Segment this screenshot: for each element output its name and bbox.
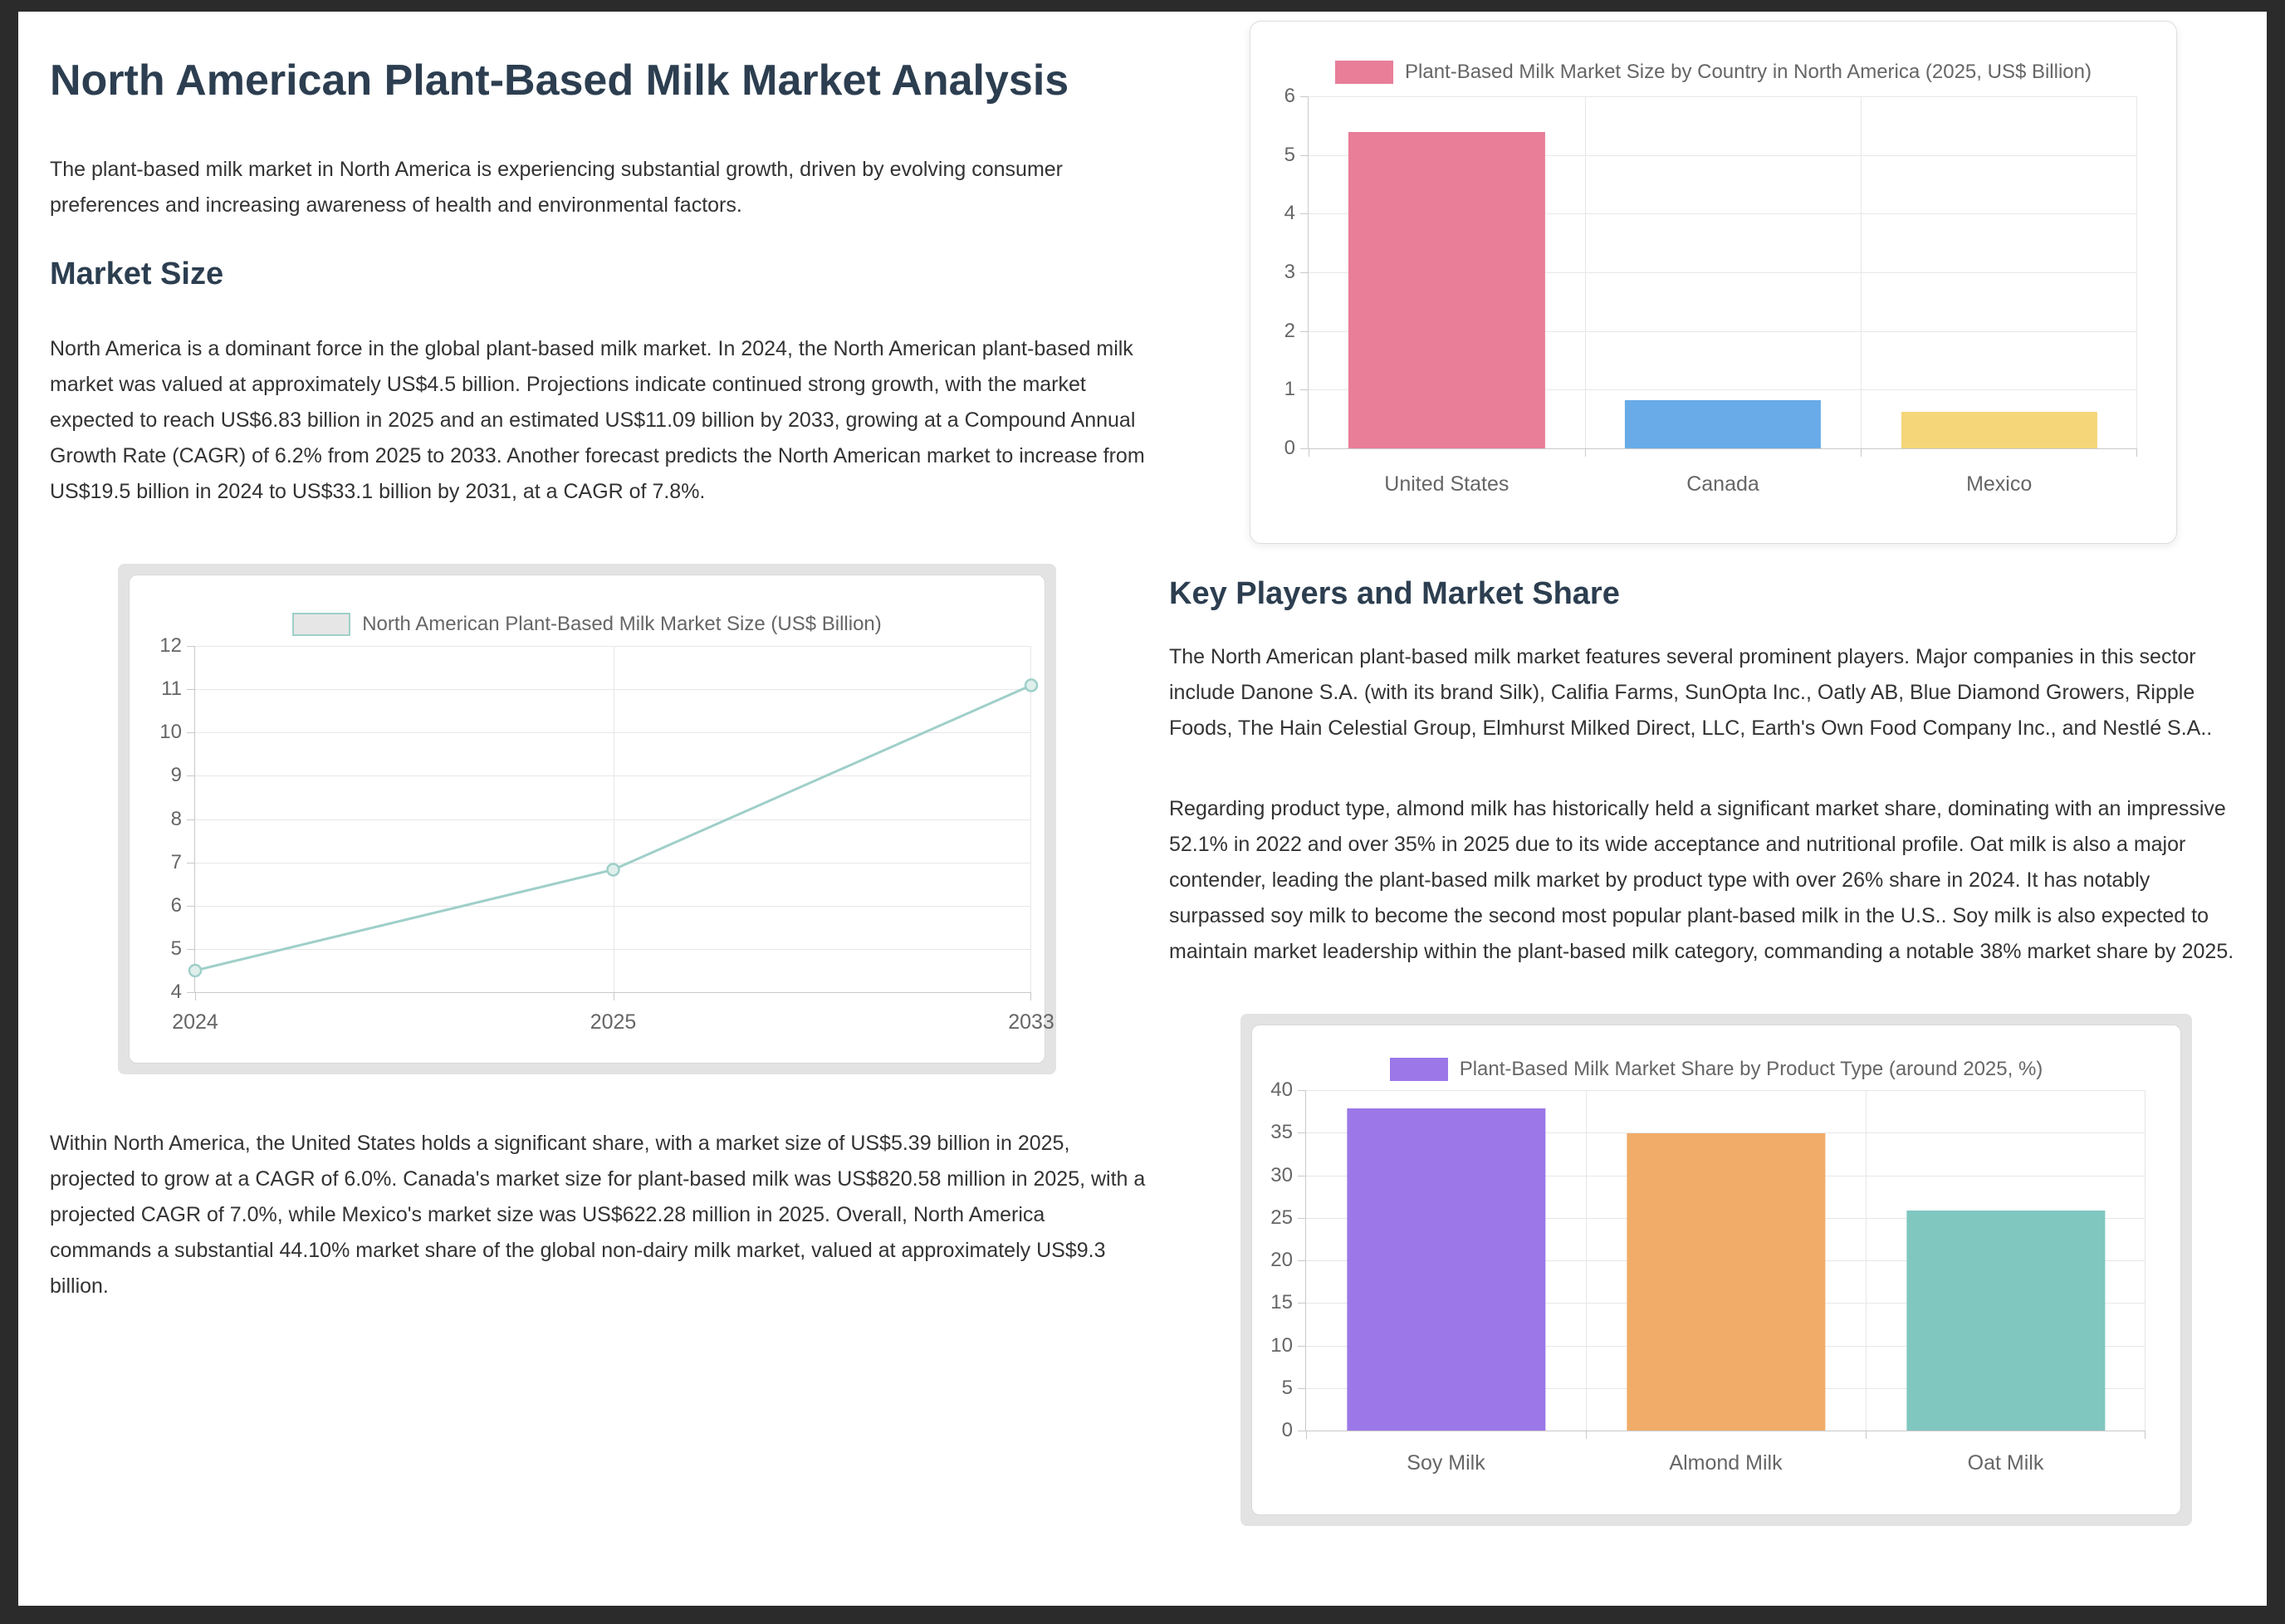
y-tick-label: 0 (1284, 437, 1295, 459)
right-column (1169, 12, 2236, 1526)
y-tick-mark (1298, 1346, 1305, 1347)
x-tick-mark (1586, 1431, 1587, 1439)
y-tick-mark (1298, 1090, 1305, 1091)
data-point-2033 (1025, 679, 1037, 691)
x-gridline (2145, 1090, 2146, 1431)
country-bar-chart (1250, 21, 2177, 544)
x-gridline (1866, 1090, 1867, 1431)
page-title: North American Plant-Based Milk Market Analysis (50, 56, 1069, 105)
y-tick-label: 4 (170, 981, 182, 1003)
bar-united-states (1348, 132, 1544, 448)
x-axis-label-mexico: Mexico (1966, 472, 2033, 496)
data-point-2024 (189, 965, 201, 976)
y-tick-label: 6 (170, 893, 182, 917)
y-tick-mark (1300, 331, 1308, 332)
y-tick-label: 30 (1270, 1163, 1293, 1186)
y-tick-label: 2 (1284, 319, 1295, 342)
y-tick-label: 3 (1284, 261, 1295, 283)
x-gridline (1585, 96, 1586, 448)
intro-paragraph: The plant-based milk market in North America is experiencing substantial growth, driven by evolving consumer preferences and increasing awareness of health and environmental factors. (50, 158, 1064, 217)
legend-swatch (1335, 61, 1393, 84)
y-tick-label: 11 (161, 677, 182, 701)
y-tick-label: 10 (1270, 1333, 1293, 1357)
y-gridline (1309, 96, 2137, 97)
y-tick-label: 1 (1284, 378, 1295, 401)
legend-title: Plant-Based Milk Market Size by Country in North America (2025, US$ Billion) (1405, 61, 2092, 83)
y-tick-label: 40 (1270, 1079, 1293, 1101)
bar-almond-milk (1627, 1133, 1825, 1431)
x-axis-label-soy-milk: Soy Milk (1407, 1451, 1485, 1475)
y-tick-mark (187, 689, 194, 690)
x-tick-mark (1866, 1431, 1867, 1439)
y-tick-label: 0 (1281, 1419, 1293, 1441)
y-tick-label: 5 (1281, 1376, 1293, 1399)
market-size-paragraph-1: North America is a dominant force in the global plant-based milk market. In 2024, the North American plant-based milk market was valued at approximately US$4.5 billion. Projections indicate continued strong growth, with the market expected to reach US$6.83 billion in 2025 and an estimated US$11.09 billion by 2033, growing at a Compound Annual Growth Rate (CAGR) of 6.2% from 2025 to 2033. Another forecast predicts the North American market to increase from US$19.5 billion in 2024 to US$33.1 billion by 2031, at a CAGR of 7.8%. (50, 337, 1145, 503)
y-tick-mark (187, 732, 194, 733)
y-tick-mark (187, 906, 194, 907)
y-tick-label: 7 (170, 850, 182, 873)
x-gridline (1586, 1090, 1587, 1431)
key-players-paragraph-2: Regarding product type, almond milk has historically held a significant market share, dominating with an impressive 52.1% in 2022 and over 35% in 2025 due to its wide acceptance and nutritional profile. Oat milk is also a major contender, leading the plant-based milk market by product type with over 26% share in 2024. It has notably surpassed soy milk to become the second most popular plant-based milk in the U.S.. Soy milk is also expected to maintain market leadership within the plant-based milk category, commanding a notable 38% market share by 2025. (1169, 797, 2234, 963)
chart-legend (130, 613, 1045, 636)
y-gridline (1306, 1090, 2146, 1091)
market-size-paragraph-2: Within North America, the United States holds a significant share, with a market size of US$5.39 billion in 2025, projected to grow at a CAGR of 6.0%. Canada's market size for plant-based milk was US$820.58 million in 2025, with a projected CAGR of 7.0%, while Mexico's market size was US$622.28 million in 2025. Overall, North America commands a substantial 44.10% market share of the global non-dairy milk market, valued at approximately US$9.3 billion. (50, 1132, 1146, 1298)
bar-mexico (1901, 412, 2097, 448)
y-tick-mark (187, 646, 194, 647)
x-tick-mark (1306, 1431, 1307, 1439)
chart-legend (1250, 61, 2176, 84)
y-tick-label: 5 (170, 937, 182, 960)
chart-plot-area (159, 634, 1054, 1034)
y-tick-mark (1298, 1218, 1305, 1219)
y-tick-label: 9 (170, 764, 182, 787)
x-axis-label-2024: 2024 (172, 1010, 218, 1034)
legend-title: North American Plant-Based Milk Market Size (US$ Billion) (362, 613, 882, 635)
y-tick-label: 5 (1284, 143, 1295, 166)
y-tick-label: 6 (1284, 85, 1295, 107)
legend-swatch (1390, 1058, 1448, 1081)
bar-oat-milk (1906, 1211, 2105, 1431)
y-tick-label: 4 (1284, 202, 1295, 225)
chart-plot-area (1270, 1079, 2146, 1475)
y-tick-mark (1300, 213, 1308, 214)
chart-plot-area (1284, 85, 2137, 496)
y-tick-mark (187, 949, 194, 950)
y-tick-mark (187, 775, 194, 776)
y-tick-mark (1300, 155, 1308, 156)
key-players-paragraph-1: The North American plant-based milk market features several prominent players. Major companies in this sector include Danone S.A. (with its brand Silk), Califia Farms, SunOpta Inc., Oatly AB, Blue Diamond Growers, Ripple Foods, The Hain Celestial Group, Elmhurst Milked Direct, LLC, Earth's Own Food Company Inc., and Nestlé S.A.. (1169, 645, 2213, 740)
data-point-2025 (608, 863, 619, 875)
y-tick-mark (1300, 448, 1308, 449)
x-tick-mark (2145, 1431, 2146, 1439)
x-gridline (2136, 96, 2137, 448)
market-size-line-chart (118, 564, 1056, 1074)
chart-panel (129, 575, 1054, 1064)
x-axis-label-2025: 2025 (590, 1010, 637, 1034)
y-tick-mark (187, 819, 194, 820)
legend-title: Plant-Based Milk Market Share by Product Type (around 2025, %) (1459, 1058, 2043, 1080)
y-tick-label: 8 (170, 807, 182, 830)
y-tick-label: 20 (1270, 1249, 1293, 1271)
legend-swatch (292, 613, 350, 636)
product-share-bar-chart (1240, 1014, 2192, 1526)
x-tick-mark (195, 993, 196, 1000)
y-tick-mark (1298, 1388, 1305, 1389)
bar-soy-milk (1347, 1108, 1545, 1431)
x-tick-mark (2136, 449, 2137, 457)
chart-legend (1252, 1058, 2180, 1081)
left-column (50, 12, 1146, 1304)
x-axis-label-canada: Canada (1686, 472, 1759, 496)
chart-panel (1250, 22, 2176, 543)
y-tick-mark (1298, 1132, 1305, 1133)
y-tick-label: 12 (159, 634, 182, 657)
report-page (18, 12, 2267, 1606)
x-axis-label-united-states: United States (1384, 472, 1509, 496)
line-series (195, 646, 1031, 992)
market-size-heading: Market Size (50, 257, 224, 291)
y-tick-label: 25 (1270, 1206, 1293, 1229)
y-tick-label: 15 (1270, 1291, 1293, 1314)
y-tick-mark (1300, 272, 1308, 273)
chart-panel (1251, 1025, 2181, 1515)
y-tick-mark (1298, 1303, 1305, 1304)
x-axis-label-almond-milk: Almond Milk (1669, 1451, 1783, 1475)
x-tick-mark (1585, 449, 1586, 457)
y-tick-mark (187, 992, 194, 993)
key-players-heading: Key Players and Market Share (1169, 576, 1620, 611)
x-tick-mark (1861, 449, 1862, 457)
x-tick-mark (1030, 993, 1031, 1000)
x-axis-label-oat-milk: Oat Milk (1967, 1451, 2044, 1475)
x-axis-label-2033: 2033 (1008, 1010, 1054, 1034)
y-tick-mark (1298, 1260, 1305, 1261)
y-tick-mark (1300, 96, 1308, 97)
y-tick-label: 10 (159, 721, 182, 744)
bar-canada (1625, 400, 1821, 448)
y-tick-mark (1300, 389, 1308, 390)
y-tick-label: 35 (1270, 1121, 1293, 1144)
x-gridline (1861, 96, 1862, 448)
